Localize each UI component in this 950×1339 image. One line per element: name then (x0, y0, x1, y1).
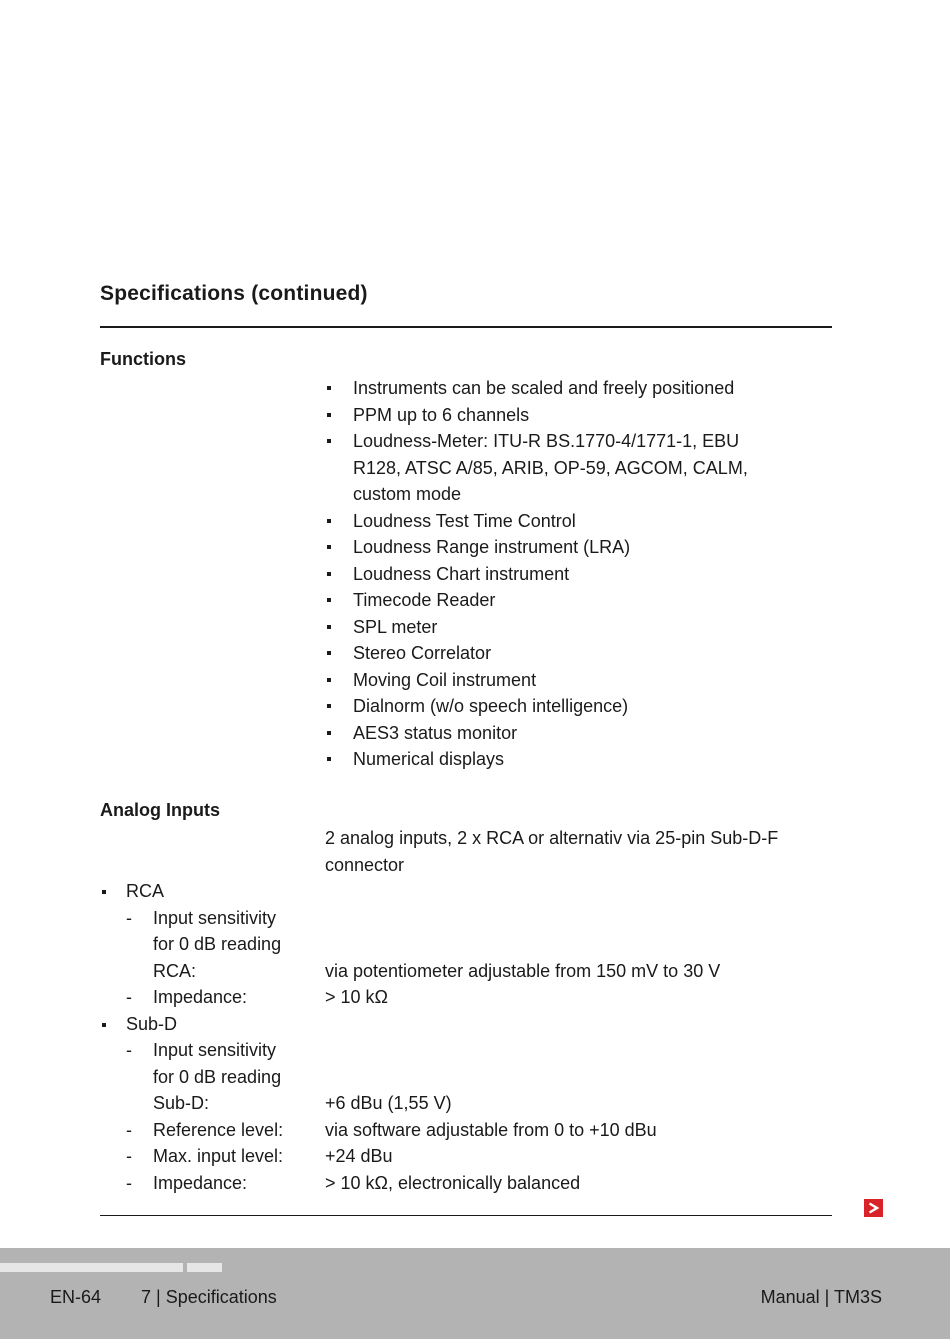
functions-list (325, 375, 748, 773)
rca-impedance-value: > 10 kΩ (325, 987, 388, 1007)
subd-sens-label-3: Sub-D: (153, 1093, 210, 1113)
subd-sens-label-2: for 0 dB reading (153, 1066, 282, 1087)
rca-sens-label-1: Input sensitivity (153, 907, 277, 928)
footer-tab-bar (0, 1263, 183, 1272)
bullet-square (102, 1023, 106, 1027)
rca-impedance-label: Impedance: (153, 987, 248, 1007)
bullet-square (102, 890, 106, 894)
functions-heading: Functions (100, 349, 186, 369)
analog-inputs-heading: Analog Inputs (100, 800, 220, 820)
dash: - (126, 1040, 132, 1060)
list-item: Stereo Correlator (325, 640, 748, 667)
dash: - (126, 907, 132, 928)
list-item: Numerical displays (325, 746, 748, 773)
page-number: EN-64 (50, 1287, 102, 1307)
list-item: PPM up to 6 channels (325, 402, 748, 429)
list-item: AES3 status monitor (325, 720, 748, 747)
top-rule (100, 326, 832, 328)
subd-impedance-value: > 10 kΩ, electronically balanced (325, 1172, 581, 1193)
rca-label: RCA (126, 881, 165, 901)
rca-sens-value: via potentiometer adjustable from 150 mV to 30 V (325, 960, 721, 981)
list-item-continuation: custom mode (353, 484, 462, 504)
analog-desc-line2: connector (325, 854, 405, 875)
next-page-button[interactable] (864, 1199, 883, 1217)
analog-desc-line1: 2 analog inputs, 2 x RCA or alternativ via 25-pin Sub-D-F (325, 828, 779, 848)
subd-sens-value: +6 dBu (1,55 V) (325, 1093, 452, 1113)
footer (0, 1248, 950, 1339)
subd-max-value: +24 dBu (325, 1146, 393, 1166)
bottom-rule (100, 1215, 832, 1216)
play-arrow-icon (868, 1202, 879, 1214)
dash: - (126, 1146, 132, 1166)
subd-max-label: Max. input level: (153, 1146, 284, 1166)
rca-sens-label-2: for 0 dB reading (153, 934, 282, 954)
list-item: Loudness Chart instrument (325, 561, 748, 588)
list-item: Dialnorm (w/o speech intelligence) (325, 693, 748, 720)
rca-sens-label-3: RCA: (153, 960, 197, 981)
list-item: Timecode Reader (325, 587, 748, 614)
dash: - (126, 1172, 132, 1193)
list-item: Instruments can be scaled and freely positioned (325, 375, 748, 402)
subd-reference-label: Reference level: (153, 1119, 284, 1140)
page-title: Specifications (continued) (100, 282, 368, 305)
dash: - (126, 987, 132, 1007)
footer-tab-bar-small (187, 1263, 222, 1272)
dash: - (126, 1119, 132, 1140)
list-item: SPL meter (325, 614, 748, 641)
list-item: Loudness Test Time Control (325, 508, 748, 535)
subd-label: Sub-D (126, 1013, 178, 1034)
list-item: Moving Coil instrument (325, 667, 748, 694)
list-item-continuation: R128, ATSC A/85, ARIB, OP-59, AGCOM, CALM, (353, 457, 748, 478)
subd-reference-value: via software adjustable from 0 to +10 dBu (325, 1119, 657, 1140)
subd-impedance-label: Impedance: (153, 1172, 248, 1193)
subd-sens-label-1: Input sensitivity (153, 1040, 277, 1060)
chapter-label: 7 | Specifications (141, 1287, 277, 1307)
list-item: Loudness Range instrument (LRA) (325, 534, 748, 561)
list-item: Loudness-Meter: ITU-R BS.1770-4/1771-1, EBU (325, 428, 748, 455)
manual-label: Manual | TM3S (760, 1287, 882, 1307)
